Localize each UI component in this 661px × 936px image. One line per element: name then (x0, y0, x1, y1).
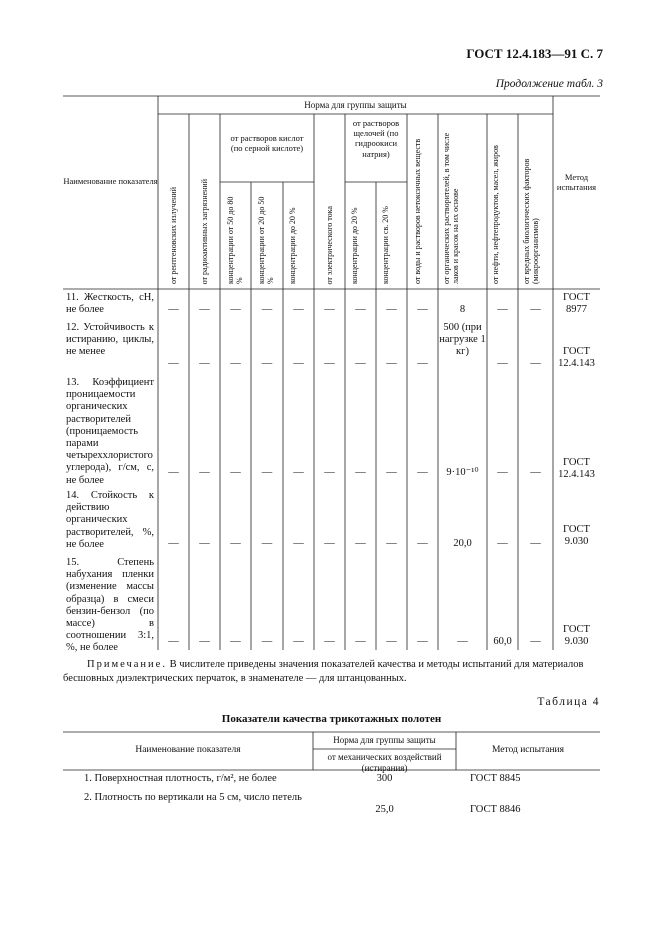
dash-cell: — (417, 636, 428, 647)
t4-row-value: 300 (376, 773, 393, 784)
dash-cell: — (199, 538, 210, 549)
dash-cell: — (497, 467, 508, 478)
t4-col-group: Норма для группы защиты (333, 735, 436, 745)
row-method: ГОСТ 9.030 (563, 524, 590, 547)
dash-cell: — (230, 538, 241, 549)
vert-header-electric: от электрического тока (325, 205, 334, 284)
note-prefix: Примечание. (87, 659, 167, 670)
dash-cell: — (530, 467, 541, 478)
vert-header-acid-50-80: концентрации от 50 до 80 % (226, 196, 245, 284)
row-method: ГОСТ 12.4.143 (558, 346, 595, 369)
vert-header-acid-20-50: концентрации от 20 до 50 % (257, 196, 276, 284)
dash-cell: — (230, 636, 241, 647)
t4-col-method: Метод испытания (491, 745, 565, 755)
table-note (63, 658, 600, 686)
page-header: ГОСТ 12.4.183—91 С. 7 (466, 46, 603, 61)
dash-cell: — (530, 636, 541, 647)
dash-cell: — (324, 467, 335, 478)
t4-row-method: ГОСТ 8846 (470, 804, 521, 815)
dash-cell: — (417, 538, 428, 549)
row-label: 15. Степень набухания пленки (изменение массы образца) в смеси бензин-бензол (по массе) в соотношении 3:1, %, не более (66, 557, 154, 654)
dash-cell: — (261, 636, 273, 647)
dash-cell: — (530, 358, 541, 369)
dash-cell: — (324, 304, 335, 315)
row-value: 8 (459, 304, 466, 315)
dash-cell: — (261, 304, 273, 315)
dash-cell: — (293, 467, 304, 478)
table4-title: Показатели качества трикотажных полотен (221, 713, 442, 725)
row-value: 20,0 (453, 538, 472, 549)
vert-header-water: от воды и растворов нетоксичных веществ (413, 138, 422, 284)
row-method: ГОСТ 9.030 (563, 624, 590, 647)
dash-cell: — (386, 467, 397, 478)
vert-header-xray: от рентгеновских излучений (169, 186, 178, 284)
dash-cell: — (355, 467, 366, 478)
row-method: ГОСТ 12.4.143 (558, 457, 595, 480)
dash-cell: — (168, 636, 179, 647)
method-header: Метод испытания (556, 172, 597, 193)
dash-cell: — (261, 467, 273, 478)
t4-col-name: Наименование показателя (135, 745, 241, 755)
dash-cell: — (530, 538, 541, 549)
dash-cell: 60,0 (493, 636, 512, 647)
dash-cell: — (199, 358, 210, 369)
vert-header-radioactive: от радиоактивных загрязнений (200, 178, 209, 284)
vert-header-bio: от вредных биологических факторов (микроорганизмов) (522, 158, 541, 284)
vert-header-solvents: от органических растворителей, в том числе лаков и красок на их основе (442, 132, 461, 284)
row-value: 9·10⁻¹⁰ (446, 467, 479, 478)
row-label: 13. Коэффициент проницаемости органических растворителей (проницаемость парами четыреххлористого углерода), г/см, с, не более (66, 377, 154, 486)
row-label: 12. Устойчивость к истиранию, циклы, не менее (66, 322, 154, 358)
dash-cell: — (324, 636, 335, 647)
t4-row-label: 1. Поверхностная плотность, г/м², не более (84, 773, 277, 784)
col-name-header: Наименование показателя (63, 176, 158, 186)
dash-cell: — (293, 538, 304, 549)
table4-label: Таблица 4 (537, 696, 600, 708)
dash-cell: — (293, 358, 304, 369)
dash-cell: — (168, 304, 179, 315)
row-value: — (457, 636, 468, 647)
dash-cell: — (261, 538, 273, 549)
dash-cell: — (386, 304, 397, 315)
group-header: Норма для группы защиты (304, 100, 407, 110)
dash-cell: — (355, 304, 366, 315)
t4-row-label: 2. Плотность по вертикали на 5 см, число петель (84, 792, 302, 803)
row-value: 500 (при нагрузке 1 кг) (439, 322, 486, 357)
table-continuation-label: Продолжение табл. 3 (495, 78, 603, 90)
row-label: 14. Стойкость к действию органических растворителей, %, не более (66, 490, 154, 550)
t4-row-value: 25,0 (375, 804, 394, 815)
dash-cell: — (230, 467, 241, 478)
dash-cell: — (230, 304, 241, 315)
dash-cell: — (417, 304, 428, 315)
note-text: В числителе приведены значения показателей качества и методы испытаний для материалов бесшовных диэлектрических перчаток, в знаменателе — для штанцованных. (63, 659, 584, 684)
dash-cell: — (199, 636, 210, 647)
dash-cell: — (497, 304, 508, 315)
dash-cell: — (261, 358, 273, 369)
row-label: 11. Жесткость, сН, не более (66, 292, 154, 316)
dash-cell: — (199, 304, 210, 315)
dash-cell: — (230, 358, 241, 369)
alkali-header: от растворов щелочей (по гидроокиси натрия) (352, 118, 400, 159)
dash-cell: — (497, 538, 508, 549)
dash-cell: — (417, 358, 428, 369)
dash-cell: — (386, 636, 397, 647)
vert-header-alkali-20: концентрации до 20 % (350, 207, 359, 284)
dash-cell: — (293, 636, 304, 647)
vert-header-alkali-over-20: концентрации св. 20 % (381, 206, 390, 284)
dash-cell: — (355, 636, 366, 647)
dash-cell: — (199, 467, 210, 478)
dash-cell: — (168, 538, 179, 549)
dash-cell: — (324, 358, 335, 369)
dash-cell: — (497, 358, 508, 369)
vert-header-acid-20: концентрации до 20 % (288, 207, 297, 284)
dash-cell: — (386, 538, 397, 549)
t4-col-sub: от механических воздействий (истирания) (327, 752, 442, 773)
dash-cell: — (386, 358, 397, 369)
vert-header-oil: от нефти, нефтепродуктов, масел, жиров (491, 145, 500, 284)
dash-cell: — (324, 538, 335, 549)
dash-cell: — (293, 304, 304, 315)
row-method: ГОСТ 8977 (563, 292, 590, 315)
dash-cell: — (417, 467, 428, 478)
dash-cell: — (530, 304, 541, 315)
t4-row-method: ГОСТ 8845 (470, 773, 521, 784)
dash-cell: — (355, 358, 366, 369)
acids-header: от растворов кислот (по серной кислоте) (230, 133, 304, 154)
dash-cell: — (168, 467, 179, 478)
dash-cell: — (355, 538, 366, 549)
dash-cell: — (168, 358, 179, 369)
